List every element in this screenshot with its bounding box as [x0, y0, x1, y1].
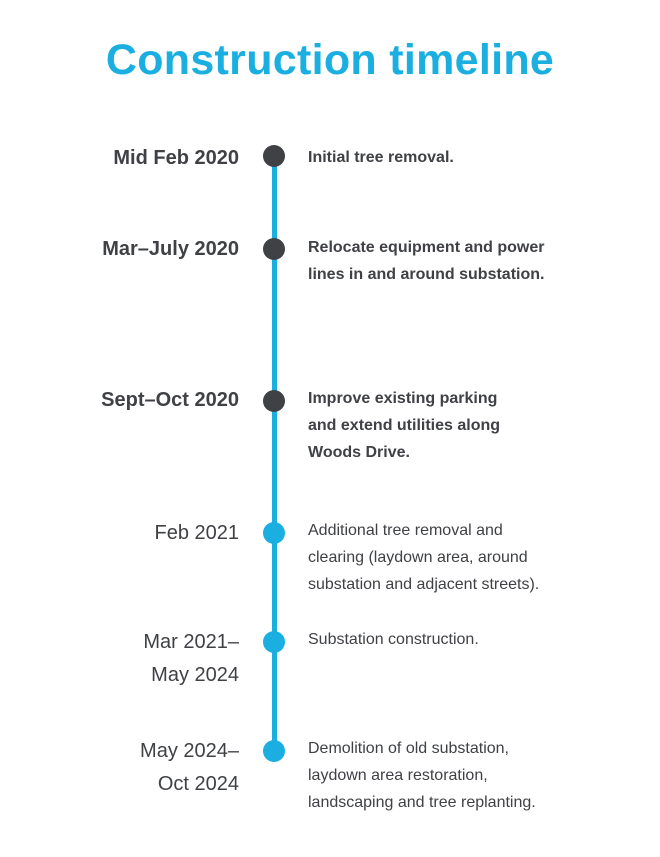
- event-description-line: Substation construction.: [308, 631, 479, 648]
- timeline-dot-upcoming: [263, 740, 285, 762]
- event-date-line: May 2024: [151, 664, 239, 686]
- event-description: [308, 385, 628, 466]
- event-description-line: lines in and around substation.: [308, 266, 545, 283]
- timeline-line-completed: [272, 158, 277, 401]
- event-date: [102, 233, 239, 266]
- event-description-line: substation and adjacent streets).: [308, 576, 540, 593]
- timeline-dot-upcoming: [263, 631, 285, 653]
- event-date-line: Mar 2021–: [143, 631, 239, 653]
- event-date-line: Mar–July 2020: [102, 238, 239, 260]
- event-description-line: Demolition of old substation,: [308, 740, 509, 757]
- event-description: [308, 144, 628, 171]
- event-date: [113, 142, 239, 175]
- timeline-dot-completed: [263, 390, 285, 412]
- event-description-line: Additional tree removal and: [308, 522, 503, 539]
- event-date-line: Oct 2024: [157, 773, 239, 795]
- event-description: [308, 735, 628, 816]
- timeline-dot-upcoming: [263, 522, 285, 544]
- event-date-line: Mid Feb 2020: [113, 147, 239, 169]
- event-description: [308, 517, 628, 598]
- event-description-line: Initial tree removal.: [308, 149, 454, 166]
- event-description-line: Woods Drive.: [308, 444, 410, 461]
- event-description: [308, 234, 628, 288]
- event-description-line: and extend utilities along: [308, 417, 501, 434]
- event-date: [143, 626, 239, 692]
- event-description-line: clearing (laydown area, around: [308, 549, 528, 566]
- timeline-dot-completed: [263, 238, 285, 260]
- event-description-line: landscaping and tree replanting.: [308, 794, 536, 811]
- event-date-line: Sept–Oct 2020: [101, 389, 239, 411]
- page-title: Construction timeline: [105, 36, 555, 84]
- timeline-dot-completed: [263, 145, 285, 167]
- event-date: [101, 384, 239, 417]
- event-date-line: Feb 2021: [154, 522, 239, 544]
- event-date-line: May 2024–: [140, 740, 239, 762]
- event-description: [308, 626, 628, 653]
- timeline-line-upcoming: [272, 401, 277, 751]
- event-date: [140, 735, 239, 801]
- event-date: [154, 517, 239, 550]
- event-description-line: Relocate equipment and power: [308, 239, 545, 256]
- event-description-line: laydown area restoration,: [308, 767, 488, 784]
- event-description-line: Improve existing parking: [308, 390, 498, 407]
